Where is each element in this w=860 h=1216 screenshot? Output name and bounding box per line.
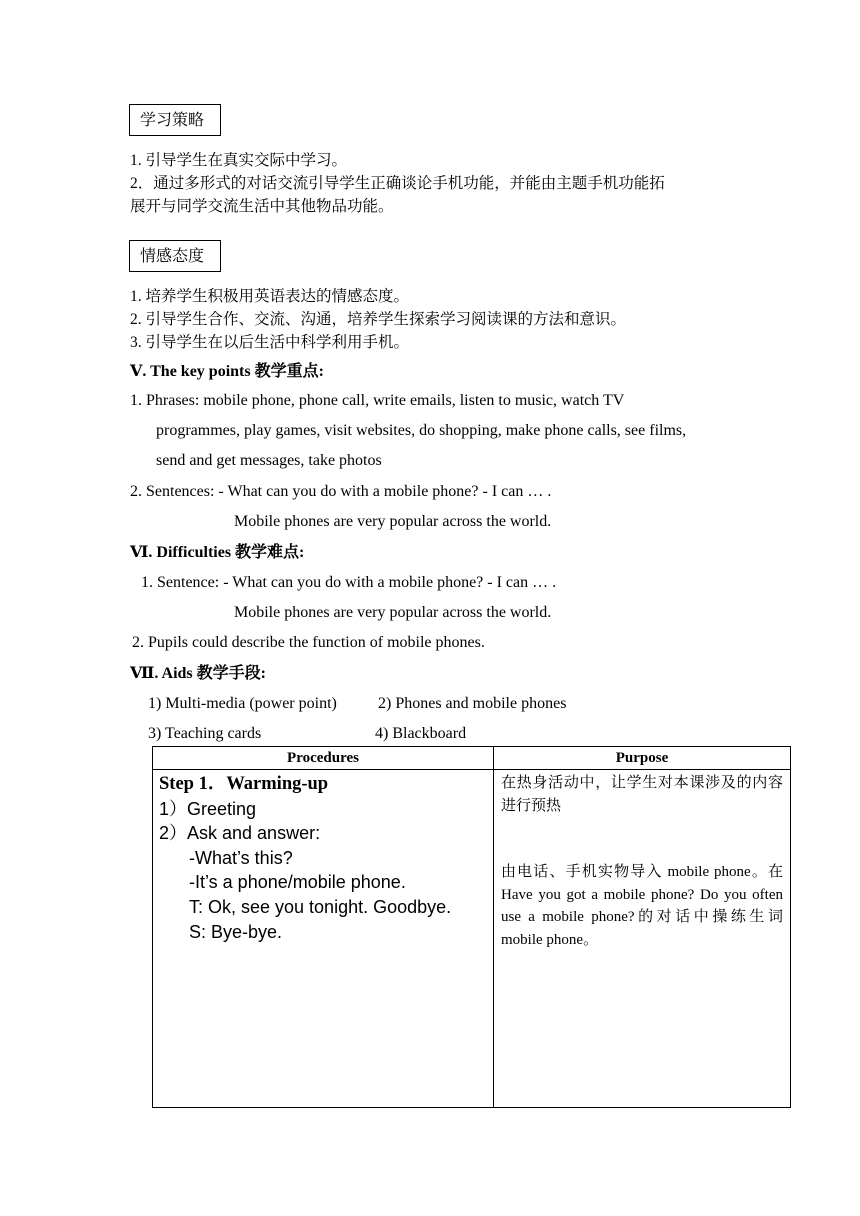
aids-item-4: 4) Blackboard: [375, 725, 467, 742]
attitude-item-3: 3. 引导学生在以后生活中科学利用手机。: [130, 334, 410, 351]
purpose-text-1: 在热身活动中，让学生对本课涉及的内容进行预热: [501, 775, 783, 814]
procedure-line: 1）Greeting: [159, 798, 257, 819]
procedure-line: -What’s this?: [189, 847, 293, 868]
section-label-strategy: 学习策略: [129, 104, 221, 136]
difficulties-heading: Ⅵ. Difficulties 教学难点:: [130, 544, 305, 561]
key-points-heading: Ⅴ. The key points 教学重点:: [130, 363, 324, 380]
key-points-line-2: programmes, play games, visit websites, do shopping, make phone calls, see films,: [156, 422, 687, 439]
section-label-attitude: 情感态度: [129, 240, 221, 272]
procedures-cell: [153, 770, 494, 1108]
aids-item-3: 3) Teaching cards: [148, 725, 262, 742]
purpose-cell: [494, 770, 791, 1108]
purpose-text-2: 由电话、手机实物导入 mobile phone。在 Have you got a mobile phone? Do you often use a mobile phone?的对话中操练生词 mobile phone。: [501, 864, 783, 948]
key-points-line-5: Mobile phones are very popular across the world.: [234, 513, 552, 530]
procedure-line: 2）Ask and answer:: [159, 823, 321, 844]
procedure-line: -It’s a phone/mobile phone.: [189, 872, 406, 893]
strategy-item-2-cont: 展开与同学交流生活中其他物品功能。: [130, 198, 394, 215]
procedure-line: T: Ok, see you tonight. Goodbye.: [189, 896, 452, 917]
attitude-item-2: 2. 引导学生合作、交流、沟通，培养学生探索学习阅读课的方法和意识。: [130, 311, 627, 328]
header-purpose: Purpose: [494, 747, 791, 770]
difficulties-line-2: Mobile phones are very popular across the world.: [234, 604, 552, 621]
key-points-line-1: 1. Phrases: mobile phone, phone call, write emails, listen to music, watch TV: [130, 392, 625, 409]
header-procedures: Procedures: [153, 747, 494, 770]
key-points-line-3: send and get messages, take photos: [156, 452, 382, 469]
difficulties-line-1: 1. Sentence: - What can you do with a mobile phone? - I can … .: [141, 574, 557, 591]
strategy-item-2: 2．通过多形式的对话交流引导学生正确谈论手机功能，并能由主题手机功能拓: [130, 175, 665, 192]
attitude-item-1: 1. 培养学生积极用英语表达的情感态度。: [130, 288, 410, 305]
step-title: Step 1．Warming-up: [159, 774, 329, 794]
aids-heading: Ⅶ. Aids 教学手段:: [130, 665, 266, 682]
aids-item-2: 2) Phones and mobile phones: [378, 695, 567, 712]
aids-item-1: 1) Multi-media (power point): [148, 695, 337, 712]
procedures-table: [152, 746, 791, 1108]
strategy-item-1: 1. 引导学生在真实交际中学习。: [130, 152, 348, 169]
difficulties-line-3: 2. Pupils could describe the function of mobile phones.: [132, 634, 485, 651]
procedure-line: S: Bye-bye.: [189, 921, 283, 942]
key-points-line-4: 2. Sentences: - What can you do with a mobile phone? - I can … .: [130, 483, 552, 500]
